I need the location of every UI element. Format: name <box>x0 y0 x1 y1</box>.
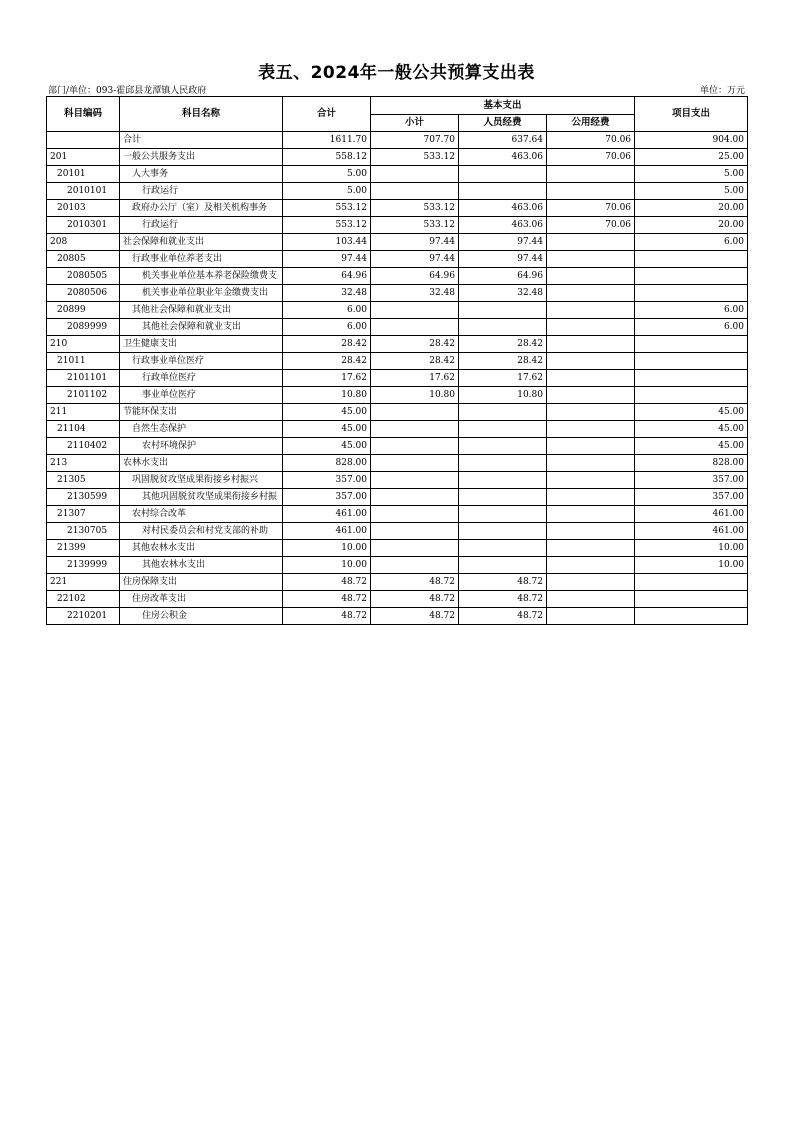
cell-subtotal: 533.12 <box>371 200 459 217</box>
cell-name: 社会保障和就业支出 <box>120 234 283 251</box>
cell-code: 221 <box>47 574 120 591</box>
cell-name: 其他巩固脱贫攻坚成果衔接乡村振 <box>120 489 283 506</box>
cell-project <box>635 336 748 353</box>
cell-public: 70.06 <box>547 132 635 149</box>
cell-code: 2010301 <box>47 217 120 234</box>
cell-total: 10.80 <box>283 387 371 404</box>
cell-project: 25.00 <box>635 149 748 166</box>
cell-public <box>547 489 635 506</box>
cell-project: 5.00 <box>635 183 748 200</box>
cell-name: 合计 <box>120 132 283 149</box>
cell-total: 461.00 <box>283 506 371 523</box>
cell-personnel: 463.06 <box>459 217 547 234</box>
cell-name: 其他社会保障和就业支出 <box>120 302 283 319</box>
cell-total: 28.42 <box>283 353 371 370</box>
cell-project: 461.00 <box>635 523 748 540</box>
cell-personnel: 97.44 <box>459 234 547 251</box>
cell-subtotal: 533.12 <box>371 149 459 166</box>
unit-label: 单位：万元 <box>699 86 745 96</box>
cell-public <box>547 404 635 421</box>
cell-personnel: 32.48 <box>459 285 547 302</box>
cell-total: 461.00 <box>283 523 371 540</box>
table-row <box>47 472 748 489</box>
cell-name: 农林水支出 <box>120 455 283 472</box>
cell-subtotal: 10.80 <box>371 387 459 404</box>
cell-project <box>635 251 748 268</box>
cell-total: 10.00 <box>283 557 371 574</box>
cell-subtotal <box>371 183 459 200</box>
table-row <box>47 608 748 625</box>
cell-project: 6.00 <box>635 319 748 336</box>
cell-personnel <box>459 455 547 472</box>
table-row <box>47 200 748 217</box>
cell-project: 10.00 <box>635 557 748 574</box>
cell-name: 机关事业单位基本养老保险缴费支 <box>120 268 283 285</box>
header-code: 科目编码 <box>47 97 120 132</box>
cell-public <box>547 421 635 438</box>
cell-public <box>547 336 635 353</box>
cell-public: 70.06 <box>547 200 635 217</box>
cell-total: 64.96 <box>283 268 371 285</box>
cell-public <box>547 608 635 625</box>
header-total: 合计 <box>283 97 371 132</box>
cell-total: 357.00 <box>283 472 371 489</box>
cell-subtotal <box>371 489 459 506</box>
cell-public <box>547 506 635 523</box>
cell-personnel: 463.06 <box>459 149 547 166</box>
cell-subtotal: 28.42 <box>371 353 459 370</box>
page-title: 表五、2024年一般公共预算支出表 <box>258 63 535 83</box>
cell-code: 2210201 <box>47 608 120 625</box>
table-row <box>47 302 748 319</box>
cell-total: 357.00 <box>283 489 371 506</box>
cell-public <box>547 523 635 540</box>
cell-public <box>547 574 635 591</box>
cell-name: 事业单位医疗 <box>120 387 283 404</box>
cell-subtotal <box>371 404 459 421</box>
cell-public <box>547 183 635 200</box>
cell-code: 2130705 <box>47 523 120 540</box>
cell-code: 20101 <box>47 166 120 183</box>
cell-total: 5.00 <box>283 183 371 200</box>
cell-personnel: 48.72 <box>459 574 547 591</box>
table-row <box>47 523 748 540</box>
cell-code: 2089999 <box>47 319 120 336</box>
cell-code: 2110402 <box>47 438 120 455</box>
cell-total: 558.12 <box>283 149 371 166</box>
cell-project: 828.00 <box>635 455 748 472</box>
table-row <box>47 183 748 200</box>
cell-personnel: 28.42 <box>459 336 547 353</box>
cell-name: 政府办公厅（室）及相关机构事务 <box>120 200 283 217</box>
cell-personnel: 48.72 <box>459 591 547 608</box>
table-row <box>47 234 748 251</box>
cell-personnel: 17.62 <box>459 370 547 387</box>
cell-subtotal: 48.72 <box>371 608 459 625</box>
cell-name: 卫生健康支出 <box>120 336 283 353</box>
cell-public: 70.06 <box>547 217 635 234</box>
cell-total: 45.00 <box>283 421 371 438</box>
table-row <box>47 591 748 608</box>
cell-code: 21104 <box>47 421 120 438</box>
table-row <box>47 149 748 166</box>
cell-public <box>547 268 635 285</box>
cell-project: 45.00 <box>635 404 748 421</box>
cell-total: 6.00 <box>283 302 371 319</box>
cell-subtotal <box>371 438 459 455</box>
cell-personnel <box>459 506 547 523</box>
cell-code: 2080506 <box>47 285 120 302</box>
cell-personnel <box>459 557 547 574</box>
cell-name: 行政运行 <box>120 183 283 200</box>
cell-public <box>547 285 635 302</box>
cell-code: 208 <box>47 234 120 251</box>
cell-project: 10.00 <box>635 540 748 557</box>
cell-name: 农村综合改革 <box>120 506 283 523</box>
cell-total: 103.44 <box>283 234 371 251</box>
cell-name: 住房公积金 <box>120 608 283 625</box>
table-row <box>47 217 748 234</box>
table-row <box>47 132 748 149</box>
cell-total: 48.72 <box>283 591 371 608</box>
table-row <box>47 268 748 285</box>
cell-total: 48.72 <box>283 608 371 625</box>
table-row <box>47 438 748 455</box>
cell-name: 自然生态保护 <box>120 421 283 438</box>
cell-code: 201 <box>47 149 120 166</box>
cell-project: 45.00 <box>635 438 748 455</box>
cell-project <box>635 285 748 302</box>
cell-personnel <box>459 489 547 506</box>
table-row <box>47 353 748 370</box>
table-header <box>47 97 748 132</box>
cell-project: 357.00 <box>635 472 748 489</box>
header-basic: 基本支出 <box>371 97 635 115</box>
cell-name: 巩固脱贫攻坚成果衔接乡村振兴 <box>120 472 283 489</box>
cell-name: 人大事务 <box>120 166 283 183</box>
cell-subtotal: 48.72 <box>371 574 459 591</box>
cell-code: 2080505 <box>47 268 120 285</box>
cell-public <box>547 234 635 251</box>
cell-code: 2010101 <box>47 183 120 200</box>
cell-project <box>635 268 748 285</box>
cell-project: 45.00 <box>635 421 748 438</box>
cell-public: 70.06 <box>547 149 635 166</box>
cell-code: 2101102 <box>47 387 120 404</box>
cell-personnel: 64.96 <box>459 268 547 285</box>
table-row <box>47 285 748 302</box>
cell-project <box>635 591 748 608</box>
header-project: 项目支出 <box>635 97 748 132</box>
table-row <box>47 540 748 557</box>
cell-project <box>635 353 748 370</box>
cell-project: 904.00 <box>635 132 748 149</box>
cell-total: 45.00 <box>283 438 371 455</box>
table-row <box>47 421 748 438</box>
cell-total: 28.42 <box>283 336 371 353</box>
cell-name: 机关事业单位职业年金缴费支出 <box>120 285 283 302</box>
cell-public <box>547 353 635 370</box>
cell-personnel <box>459 183 547 200</box>
cell-personnel <box>459 540 547 557</box>
cell-name: 农村环境保护 <box>120 438 283 455</box>
cell-personnel: 97.44 <box>459 251 547 268</box>
cell-project: 6.00 <box>635 302 748 319</box>
cell-code: 20103 <box>47 200 120 217</box>
cell-public <box>547 472 635 489</box>
cell-personnel <box>459 404 547 421</box>
cell-subtotal <box>371 421 459 438</box>
cell-code: 210 <box>47 336 120 353</box>
cell-code: 21307 <box>47 506 120 523</box>
cell-project: 461.00 <box>635 506 748 523</box>
cell-name: 行政单位医疗 <box>120 370 283 387</box>
cell-personnel: 637.64 <box>459 132 547 149</box>
cell-subtotal <box>371 540 459 557</box>
cell-personnel <box>459 472 547 489</box>
cell-total: 17.62 <box>283 370 371 387</box>
table-row <box>47 557 748 574</box>
cell-public <box>547 370 635 387</box>
cell-project <box>635 370 748 387</box>
cell-public <box>547 319 635 336</box>
department-label: 部门/单位：093-霍邱县龙潭镇人民政府 <box>48 86 207 96</box>
table-row <box>47 506 748 523</box>
cell-total: 553.12 <box>283 217 371 234</box>
table-row <box>47 370 748 387</box>
cell-subtotal: 17.62 <box>371 370 459 387</box>
cell-name: 行政事业单位医疗 <box>120 353 283 370</box>
cell-total: 553.12 <box>283 200 371 217</box>
cell-project: 20.00 <box>635 217 748 234</box>
cell-subtotal <box>371 472 459 489</box>
header-personnel: 人员经费 <box>459 115 547 132</box>
cell-project <box>635 574 748 591</box>
cell-subtotal: 97.44 <box>371 234 459 251</box>
cell-personnel <box>459 319 547 336</box>
cell-public <box>547 387 635 404</box>
cell-code: 21305 <box>47 472 120 489</box>
cell-subtotal <box>371 557 459 574</box>
cell-subtotal: 64.96 <box>371 268 459 285</box>
cell-subtotal <box>371 523 459 540</box>
cell-project: 20.00 <box>635 200 748 217</box>
cell-name: 其他社会保障和就业支出 <box>120 319 283 336</box>
cell-name: 其他农林水支出 <box>120 540 283 557</box>
cell-total: 48.72 <box>283 574 371 591</box>
table-row <box>47 166 748 183</box>
cell-name: 住房保障支出 <box>120 574 283 591</box>
cell-public <box>547 251 635 268</box>
cell-public <box>547 557 635 574</box>
cell-project <box>635 387 748 404</box>
cell-personnel <box>459 523 547 540</box>
cell-subtotal: 533.12 <box>371 217 459 234</box>
cell-name: 对村民委员会和村党支部的补助 <box>120 523 283 540</box>
table-row <box>47 319 748 336</box>
cell-project <box>635 608 748 625</box>
cell-project: 5.00 <box>635 166 748 183</box>
cell-name: 行政事业单位养老支出 <box>120 251 283 268</box>
cell-project: 6.00 <box>635 234 748 251</box>
table-row <box>47 489 748 506</box>
cell-code: 211 <box>47 404 120 421</box>
budget-table <box>46 96 748 625</box>
table-row <box>47 336 748 353</box>
cell-total: 10.00 <box>283 540 371 557</box>
cell-subtotal <box>371 455 459 472</box>
cell-subtotal: 48.72 <box>371 591 459 608</box>
cell-public <box>547 302 635 319</box>
cell-code: 20805 <box>47 251 120 268</box>
cell-personnel <box>459 302 547 319</box>
cell-total: 32.48 <box>283 285 371 302</box>
cell-code: 22102 <box>47 591 120 608</box>
header-subtotal: 小计 <box>371 115 459 132</box>
cell-code: 213 <box>47 455 120 472</box>
cell-name: 节能环保支出 <box>120 404 283 421</box>
cell-total: 1611.70 <box>283 132 371 149</box>
cell-personnel <box>459 438 547 455</box>
cell-total: 45.00 <box>283 404 371 421</box>
cell-public <box>547 438 635 455</box>
cell-personnel: 28.42 <box>459 353 547 370</box>
cell-personnel <box>459 166 547 183</box>
cell-subtotal <box>371 319 459 336</box>
header-name: 科目名称 <box>120 97 283 132</box>
cell-public <box>547 166 635 183</box>
table-row <box>47 251 748 268</box>
table-row <box>47 574 748 591</box>
cell-name: 其他农林水支出 <box>120 557 283 574</box>
cell-subtotal: 28.42 <box>371 336 459 353</box>
table-body <box>47 132 748 625</box>
table-row <box>47 404 748 421</box>
cell-personnel <box>459 421 547 438</box>
cell-public <box>547 591 635 608</box>
cell-total: 97.44 <box>283 251 371 268</box>
cell-total: 5.00 <box>283 166 371 183</box>
cell-total: 828.00 <box>283 455 371 472</box>
cell-personnel: 463.06 <box>459 200 547 217</box>
cell-code: 2130599 <box>47 489 120 506</box>
cell-subtotal <box>371 506 459 523</box>
cell-project: 357.00 <box>635 489 748 506</box>
cell-name: 住房改革支出 <box>120 591 283 608</box>
cell-subtotal <box>371 166 459 183</box>
cell-public <box>547 540 635 557</box>
table-row <box>47 387 748 404</box>
cell-personnel: 48.72 <box>459 608 547 625</box>
cell-name: 一般公共服务支出 <box>120 149 283 166</box>
cell-public <box>547 455 635 472</box>
cell-name: 行政运行 <box>120 217 283 234</box>
cell-code: 2139999 <box>47 557 120 574</box>
cell-code: 20899 <box>47 302 120 319</box>
cell-code: 21011 <box>47 353 120 370</box>
cell-total: 6.00 <box>283 319 371 336</box>
cell-code <box>47 132 120 149</box>
cell-subtotal: 32.48 <box>371 285 459 302</box>
cell-code: 21399 <box>47 540 120 557</box>
cell-subtotal: 707.70 <box>371 132 459 149</box>
cell-code: 2101101 <box>47 370 120 387</box>
cell-personnel: 10.80 <box>459 387 547 404</box>
cell-subtotal: 97.44 <box>371 251 459 268</box>
table-row <box>47 455 748 472</box>
cell-subtotal <box>371 302 459 319</box>
header-public: 公用经费 <box>547 115 635 132</box>
